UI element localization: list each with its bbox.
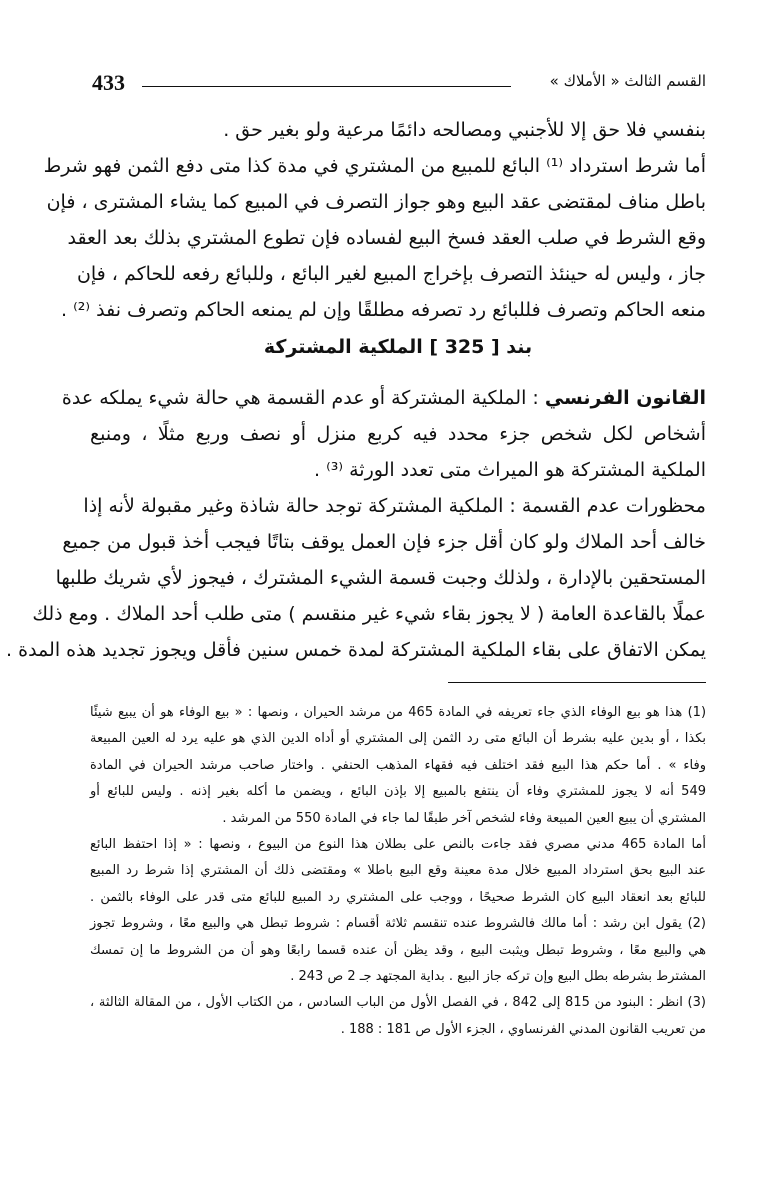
footnote-line: من تعريب القانون المدني الفرنساوي ، الجزء الأول ص 181 : 188 . — [340, 1021, 706, 1037]
section-heading: بند [ 325 ] الملكية المشتركة — [263, 336, 533, 358]
text-span: : الملكية المشتركة أو عدم القسمة هي حالة شيء يملكه عدة — [61, 387, 545, 409]
text-line: الملكية المشتركة هو الميراث متى تعدد الورثة ⁽³⁾ . — [314, 459, 706, 481]
text-line — [61, 380, 706, 416]
text-line: وقع الشرط في صلب العقد فسخ البيع لفساده فإن تطوع المشتري بذلك بعد العقد — [67, 227, 706, 249]
text-line: أشخاص لكل شخص جزء محدد فيه كربع منزل أو نصف وربع مثلًا ، ومنبع — [90, 423, 706, 445]
paragraph-section-1 — [43, 112, 706, 328]
footnote-line: هي والبيع معًا ، وشروط تبطل ويثبت البيع ، وقد يظن أن عنده قسما رابعًا وهو أن من الشروط ما إن تمسك — [90, 942, 706, 958]
page-header — [92, 70, 706, 100]
paragraph-section-2 — [6, 380, 706, 668]
footnote-line: وفاء » . أما حكم هذا البيع فقد اختلف فيه فقهاء المذهب الحنفي . واختار صاحب مرشد الحيران في المادة — [90, 757, 706, 773]
footnote-line: 549 أنه لا يجوز للمشتري وفاء أن ينتفع بالمبيع إلا بإذن البائع ، ويضمن ما أكله بغير إذنه . وليس للبائع أو — [90, 784, 706, 800]
footnote-separator — [448, 682, 706, 683]
footnotes — [90, 700, 706, 1043]
footnote-line: عند البيع بحق استرداد المبيع خلال مدة معينة وقع البيع باطلا » ومقتضى ذلك أن المشتري إذا شرط رد المبيع — [90, 863, 706, 879]
lead-term: القانون الفرنسي — [544, 387, 706, 409]
footnote-line: المشتري أن يبيع العين المبيعة وفاء لشخص آخر طبقًا لما جاء في المادة 550 من المرشد . — [222, 810, 706, 826]
footnote-line: (1) هذا هو بيع الوفاء الذي جاء تعريفه في المادة 465 من مرشد الحيران ، ونصها : « بيع الوفاء هو أن يبيع شيئًا — [90, 705, 707, 720]
text-line: جاز ، وليس له حينئذ التصرف بإخراج المبيع لغير البائع ، وللبائع رفعه للحاكم ، فإن — [76, 263, 706, 285]
page-number: 433 — [92, 70, 125, 95]
footnote-line: (2) يقول ابن رشد : أما مالك فالشروط عنده تنقسم ثلاثة أقسام : شروط تبطل هي والبيع معًا ، وشروط تجوز — [90, 916, 706, 932]
footnote-line: للبائع بعد انعقاد البيع كان الشرط صحيحًا ، ووجب على المشتري رد المبيع للبائع متى قدر على الوفاء بالثمن . — [90, 889, 706, 905]
footnote-line: (3) انظر : البنود من 815 إلى 842 ، في الفصل الأول من الباب السادس ، من الكتاب الأول ، من المقالة الثالثة ، — [90, 995, 706, 1011]
text-line: المستحقين بالإدارة ، ولذلك وجبت قسمة الشيء المشترك ، فيجوز لأي شريك طلبها — [55, 567, 706, 589]
text-line: محظورات عدم القسمة : الملكية المشتركة توجد حالة شاذة وغير مقبولة لأنه إذا — [83, 495, 706, 517]
text-line: باطل مناف لمقتضى عقد البيع وهو جواز التصرف في المبيع كما يشاء المشترى ، فإن — [46, 191, 706, 213]
text-line: خالف أحد الملاك ولو كان أقل جزء فإن العمل يوقف بتاتًا فيجب أخذ قبول من جميع — [62, 531, 706, 553]
text-line: بنفسي فلا حق إلا للأجنبي ومصالحه دائمًا مرعية ولو بغير حق . — [223, 119, 706, 141]
text-line: منعه الحاكم وتصرف فللبائع رد تصرفه مطلقًا وإن لم يمنعه الحاكم وتصرف نفذ ⁽²⁾ . — [61, 299, 706, 321]
text-line: عملًا بالقاعدة العامة ( لا يجوز بقاء شيء غير منقسم ) متى طلب أحد الملاك . ومع ذلك — [32, 603, 706, 625]
header-rule — [142, 86, 511, 87]
running-title: القسم الثالث « الأملاك » — [549, 72, 706, 90]
footnote-line: أما المادة 465 مدني مصري فقد جاءت بالنص على بطلان هذا النوع من البيوع ، ونصها : « إذا احتفظ البائع — [90, 836, 706, 852]
text-line: يمكن الاتفاق على بقاء الملكية المشتركة لمدة خمس سنين فأقل ويجوز تجديد هذه المدة . — [6, 639, 706, 661]
footnote-line: المشترط بشرطه بطل البيع وإن تركه جاز البيع . بداية المجتهد جـ 2 ص 243 . — [290, 968, 706, 984]
footnote-line: بكذا ، أو بدين عليه بشرط أن البائع متى رد الثمن إلى المشتري أو أداه الدين الذي هو عليه يرد له العين المبيعة — [90, 731, 706, 747]
text-line: أما شرط استرداد ⁽¹⁾ البائع للمبيع من المشتري في مدة كذا متى دفع الثمن فهو شرط — [43, 155, 706, 177]
